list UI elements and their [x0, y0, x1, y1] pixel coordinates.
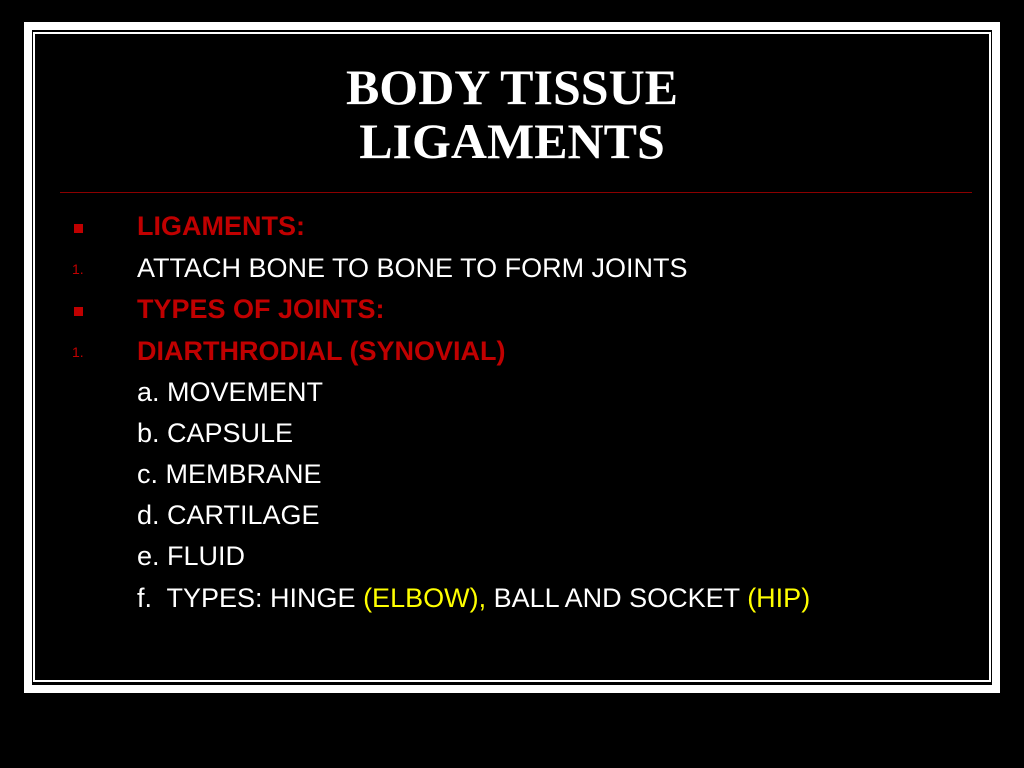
sub-item-text: b. CAPSULE: [137, 418, 294, 448]
list-number: 1.: [72, 344, 84, 360]
sub-item-text: e. FLUID: [137, 541, 246, 571]
sub-item-cartilage: [0, 497, 1024, 538]
sub-item-movement: [0, 374, 1024, 415]
sub-item-types: [0, 580, 1024, 621]
list-item-text: DIARTHRODIAL (SYNOVIAL): [137, 336, 506, 366]
hip-highlight: (HIP): [747, 583, 811, 613]
list-number: 1.: [72, 261, 84, 277]
sub-item-text: d. CARTILAGE: [137, 500, 320, 530]
sub-item-text: c. MEMBRANE: [137, 459, 322, 489]
sub-item-text: a. MOVEMENT: [137, 377, 324, 407]
sub-item-fluid: [0, 538, 1024, 579]
sub-item-capsule: [0, 415, 1024, 456]
list-item-diarthrodial: [0, 333, 1024, 374]
types-label: f. TYPES: HINGE: [137, 583, 364, 613]
title-line-1: BODY TISSUE: [345, 59, 679, 115]
ball-socket-label: BALL AND SOCKET: [486, 583, 748, 613]
list-item-types-of-joints: [0, 291, 1024, 332]
sub-item-text: [137, 582, 810, 614]
square-bullet-icon: [74, 307, 83, 316]
elbow-highlight: (ELBOW),: [363, 583, 487, 613]
list-item-attach: [0, 250, 1024, 291]
list-item-text: TYPES OF JOINTS:: [137, 294, 385, 324]
square-bullet-icon: [74, 224, 83, 233]
list-item-text: ATTACH BONE TO BONE TO FORM JOINTS: [137, 253, 688, 283]
list-item-text: LIGAMENTS:: [137, 211, 305, 241]
title-line-2: LIGAMENTS: [359, 113, 665, 169]
list-item-ligaments: [0, 208, 1024, 249]
sub-item-membrane: [0, 456, 1024, 497]
